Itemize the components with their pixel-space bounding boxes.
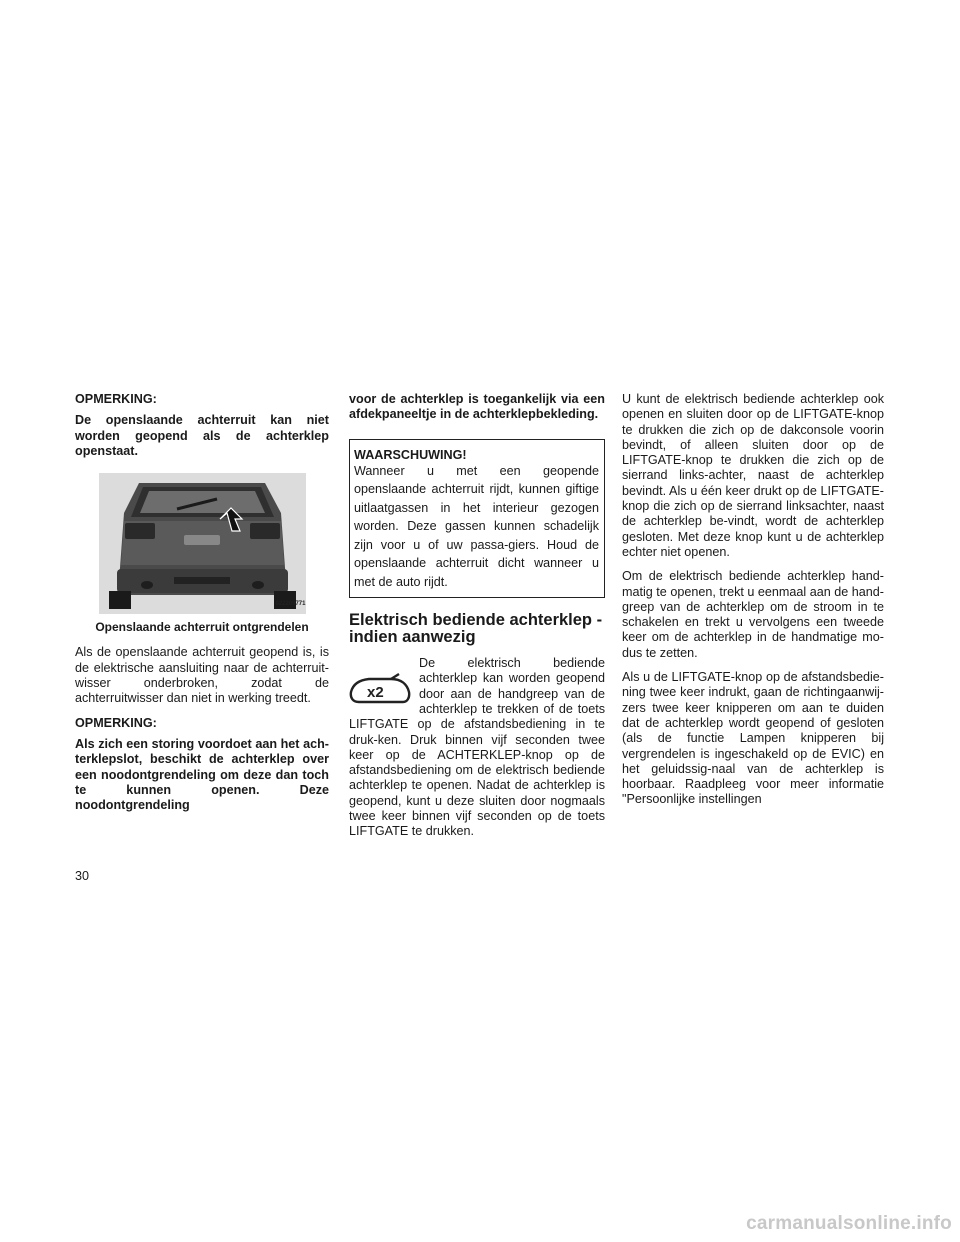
note-heading: OPMERKING: <box>75 392 157 406</box>
section-title: Elektrisch bediende achterklep - indien aanwezig <box>349 611 603 647</box>
column-middle <box>349 392 605 849</box>
warning-box <box>349 439 605 599</box>
paragraph: U kunt de elektrisch bediende achterklep ook openen en sluiten door op de LIFTGATE-knop te drukken die zich op de dakconsole voorin bevindt, of alleen sluiten door op de LIFTGATE-knop te drukken die zich op de sierrand links-achter, naast de achterklep bevindt. Als u één keer drukt op de LIFTGATE-knop die zich op de sierrand linksachter, naast de achterklep be-vindt, wordt de achterklep gesloten. Met deze knop kunt u de achterklep echter niet openen. <box>622 392 884 559</box>
watermark: carmanualsonline.info <box>746 1213 952 1234</box>
paragraph: Als de openslaande achterruit geopend is, is de elektrische aansluiting naar de achterruit-wisser onderbroken, zodat de achterruitwisser dan niet in werking treedt. <box>75 645 329 706</box>
column-right <box>622 392 884 817</box>
page-number: 30 <box>75 869 90 883</box>
rear-window-figure <box>99 473 306 614</box>
warning-body: Wanneer u met een geopende openslaande achterruit rijdt, kunnen giftige uitlaatgassen in het interieur gezogen worden. Deze gassen kunnen schadelijk zijn voor u of uw passa-giers. Houd de openslaande achterruit dicht wanneer u met de auto rijdt. <box>354 463 599 589</box>
continued-note: voor de achterklep is toegankelijk via een afdekpaneeltje in de achterklepbekleding. <box>349 392 605 422</box>
column-left <box>75 392 329 822</box>
suv-rear-illustration <box>99 473 306 614</box>
section-paragraph <box>349 656 605 840</box>
note-body: Als zich een storing voordoet aan het ach-terklepslot, beschikt de achterklep over een noodontgrendeling om deze dan toch te kunnen openen. Deze noodontgrendeling <box>75 736 329 813</box>
paragraph: Als u de LIFTGATE-knop op de afstandsbedie-ning twee keer indrukt, gaan de richtingaanwij-zers twee keer knipperen om aan te duiden dat de achterklep wordt geopend of gesloten (als de functie Lampen knipperen bij vergrendelen is ingeschakeld op de EVIC) en het geluidssig-naal van de achterklep is hoorbaar. Raadpleeg voor meer informatie "Persoonlijke instellingen <box>622 670 884 807</box>
note-body: De openslaande achterruit kan niet worden geopend als de achterklep openstaat. <box>75 413 329 458</box>
figure-id: 022209771 <box>275 600 306 607</box>
paragraph: Om de elektrisch bediende achterklep hand-matig te openen, trekt u eenmaal aan de hand-greep van de achterklep om de stroom in te schakelen en trekt u vervolgens een tweede keer om de achterklep in de handmatige mo-dus te zetten. <box>622 569 884 660</box>
warning-title: WAARSCHUWING! <box>354 447 467 462</box>
svg-text:x2: x2 <box>367 684 384 702</box>
figure-caption: Openslaande achterruit ontgrendelen <box>95 620 309 635</box>
section-body: De elektrisch bediende achterklep kan worden geopend door aan de handgreep van de achterklep te trekken of de toets LIFTGATE op de afstandsbediening in te druk-ken. Druk binnen vijf seconden twee keer op de ACHTERKLEP-knop op de afstandsbediening om de elektrisch bediende achterklep te openen. Nadat de achterklep is geopend, kunt u deze sluiten door nogmaals twee keer binnen vijf seconden op de toets LIFTGATE te drukken. <box>349 656 605 839</box>
remote-liftgate-icon <box>347 670 415 710</box>
note-heading: OPMERKING: <box>75 715 157 730</box>
